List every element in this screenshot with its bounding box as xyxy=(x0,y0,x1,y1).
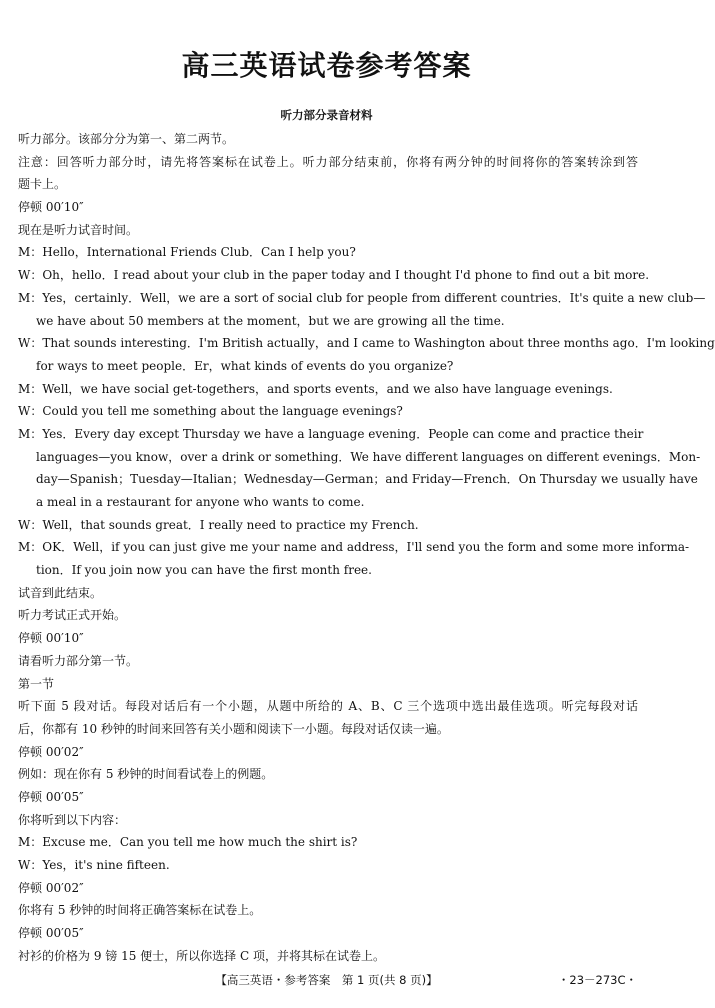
text-line: 停顿 00′02″ xyxy=(18,880,84,895)
text-line: M：Well，we have social get-togethers，and sports events，and we also have language evenings. xyxy=(18,381,613,396)
text-line: M：OK．Well，if you can just give me your name and address，I'll send you the form and some more informa- xyxy=(18,540,690,555)
text-line: 停顿 00′02″ xyxy=(18,744,84,759)
text-line: 听力考试正式开始。 xyxy=(18,608,127,623)
text-line: 你将听到以下内容： xyxy=(18,812,127,827)
section-title: 听力部分录音材料 xyxy=(280,108,373,122)
text-line: M：Yes，certainly．Well，we are a sort of social club for people from different countries．It's quite a new club— xyxy=(18,290,706,305)
text-line: M：Yes．Every day except Thursday we have a language evening．People can come and practice their xyxy=(18,426,644,441)
text-line: 例如：现在你有 5 秒钟的时间看试卷上的例题。 xyxy=(18,767,274,782)
text-line: M：Hello，International Friends Club．Can I help you? xyxy=(18,245,356,260)
text-line: 停顿 00′05″ xyxy=(18,926,84,941)
text-line: 注意：回答听力部分时，请先将答案标在试卷上。听力部分结束前，你将有两分钟的时间将你的答案转涂到答 xyxy=(18,154,638,169)
text-line: W：Oh，hello．I read about your club in the paper today and I thought I'd phone to find out a bit more. xyxy=(18,268,650,283)
text-line: 现在是听力试音时间。 xyxy=(18,222,139,237)
text-line: 停顿 00′10″ xyxy=(18,200,84,215)
text-line: 第一节 xyxy=(18,676,55,691)
text-line: W：Well，that sounds great．I really need to practice my French. xyxy=(18,517,419,532)
text-line: M：Excuse me．Can you tell me how much the shirt is? xyxy=(18,835,358,850)
text-line: 衬衫的价格为 9 镑 15 便士，所以你选择 C 项，并将其标在试卷上。 xyxy=(18,948,385,963)
text-line: tion．If you join now you can have the first month free. xyxy=(36,563,372,578)
text-line: a meal in a restaurant for anyone who wants to come. xyxy=(36,495,365,509)
text-line: 听下面 5 段对话。每段对话后有一个小题，从题中所给的 A、B、C 三个选项中选出最佳选项。听完每段对话 xyxy=(18,699,638,714)
text-line: we have about 50 members at the moment，but we are growing all the time. xyxy=(36,313,505,328)
footer-exam-code: ・23－273C・ xyxy=(557,973,637,987)
text-line: W：That sounds interesting．I'm British actually，and I came to Washington about three months ago．I'm looking xyxy=(18,336,715,351)
text-line: W：Yes，it's nine fifteen. xyxy=(18,858,170,872)
text-line: 停顿 00′05″ xyxy=(18,789,84,804)
text-line: 题卡上。 xyxy=(18,177,67,192)
text-line: 你将有 5 秒钟的时间将正确答案标在试卷上。 xyxy=(18,903,262,918)
text-line: 停顿 00′10″ xyxy=(18,631,84,646)
footer-page-info: 【高三英语・参考答案 第 1 页(共 8 页)】 xyxy=(215,973,438,987)
text-line: languages—you know，over a drink or something．We have different languages on different evenings．Mon- xyxy=(36,449,701,464)
text-line: for ways to meet people．Er，what kinds of events do you organize? xyxy=(36,358,454,373)
text-line: W：Could you tell me something about the language evenings? xyxy=(18,404,403,419)
text-line: 听力部分。该部分分为第一、第二两节。 xyxy=(18,132,235,146)
page-title: 高三英语试卷参考答案 xyxy=(181,49,472,82)
transcript-body xyxy=(18,128,715,967)
text-line: 请看听力部分第一节。 xyxy=(18,653,139,668)
text-line: 后，你都有 10 秒钟的时间来回答有关小题和阅读下一小题。每段对话仅读一遍。 xyxy=(18,721,449,736)
text-line: 试音到此结束。 xyxy=(18,585,103,600)
text-line: day—Spanish；Tuesday—Italian；Wednesday—German；and Friday—French．On Thursday we usually have xyxy=(36,472,698,487)
page-footer xyxy=(0,972,653,992)
